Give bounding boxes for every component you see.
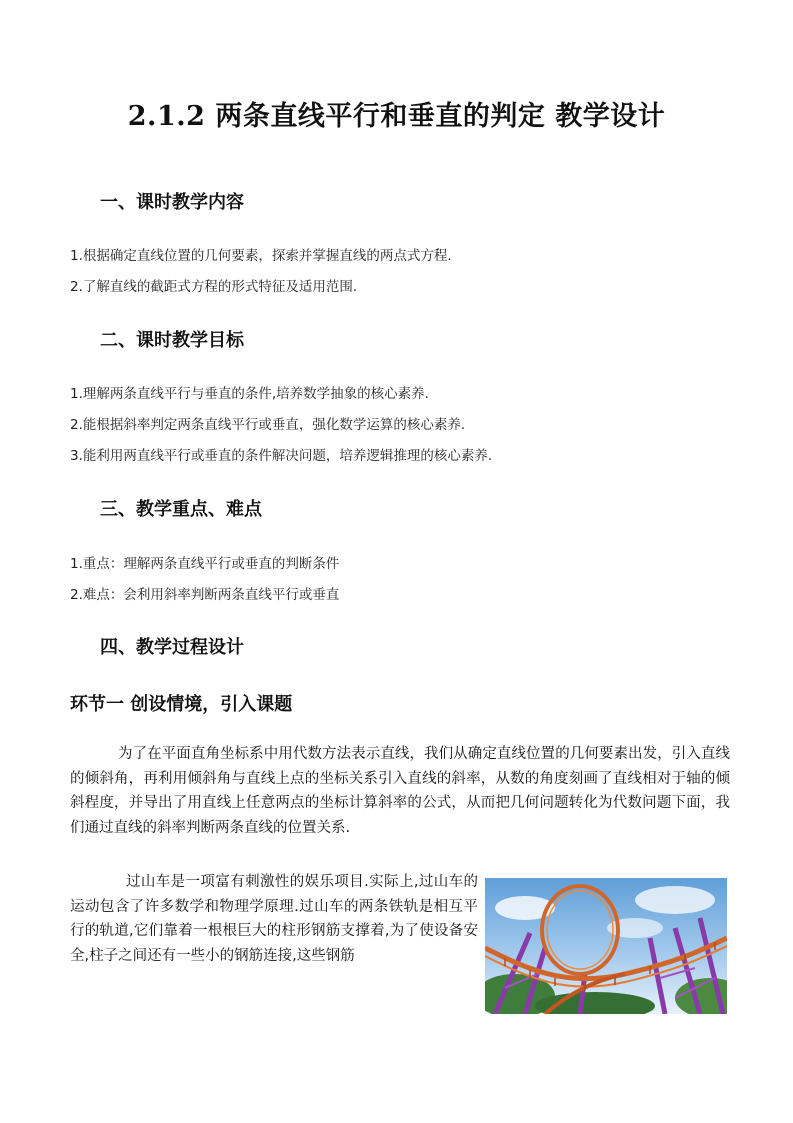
list-item: 2.了解直线的截距式方程的形式特征及适用范围.	[70, 279, 358, 295]
document-title: 2.1.2 两条直线平行和垂直的判定 教学设计	[127, 101, 666, 132]
list-item: 2.能根据斜率判定两条直线平行或垂直，强化数学运算的核心素养.	[70, 417, 466, 433]
roller-coaster-photo	[485, 878, 727, 1014]
list-item: 3.能利用两直线平行或垂直的条件解决问题，培养逻辑推理的核心素养.	[70, 448, 493, 464]
section-heading-key-points: 三、教学重点、难点	[100, 499, 262, 520]
list-item: 1.根据确定直线位置的几何要素，探索并掌握直线的两点式方程.	[70, 248, 452, 264]
list-item: 1.重点：理解两条直线平行或垂直的判断条件	[70, 556, 340, 572]
list-item: 2.难点：会利用斜率判断两条直线平行或垂直	[70, 587, 340, 603]
paragraph-intro: 为了在平面直角坐标系中用代数方法表示直线，我们从确定直线位置的几何要素出发，引入直线的倾斜角，再利用倾斜角与直线上点的坐标关系引入直线的斜率，从数的角度刻画了直线相对于轴的倾斜程度，并导出了用直线上任意两点的坐标计算斜率的公式，从而把几何问题转化为代数问题下面，我们通过直线的斜率判断两条直线的位置关系.	[70, 746, 730, 837]
list-item: 1.理解两条直线平行与垂直的条件,培养数学抽象的核心素养.	[70, 386, 429, 402]
section-heading-process: 四、教学过程设计	[100, 637, 244, 658]
section-heading-content: 一、课时教学内容	[100, 192, 244, 213]
subsection-heading: 环节一 创设情境，引入课题	[70, 694, 293, 715]
section-heading-objectives: 二、课时教学目标	[100, 330, 244, 351]
paragraph-roller-coaster: 过山车是一项富有刺激性的娱乐项目.实际上,过山车的运动包含了许多数学和物理学原理.过山车的两条铁轨是相互平行的轨道,它们靠着一根根巨大的柱形钢筋支撑着,为了使设备安全,柱子之间还有一些小的钢筋连接,这些钢筋	[70, 874, 478, 965]
